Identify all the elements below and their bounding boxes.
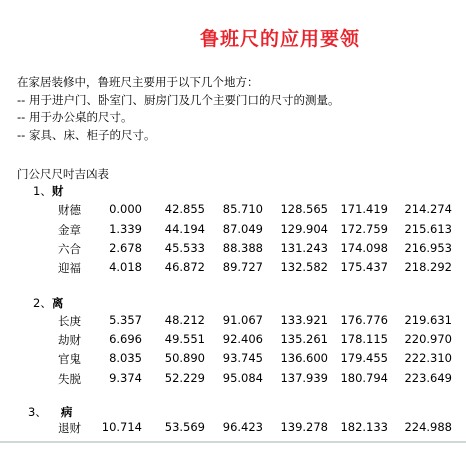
row-value: 93.745 xyxy=(222,351,263,365)
row-value: 182.133 xyxy=(340,420,388,434)
row-value: 0.000 xyxy=(109,202,142,216)
table-row xyxy=(0,351,466,370)
row-value: 133.921 xyxy=(280,313,328,327)
intro-paragraph xyxy=(17,74,339,144)
table-row xyxy=(0,202,466,221)
row-value: 9.374 xyxy=(109,371,142,385)
row-value: 85.710 xyxy=(222,202,263,216)
row-value: 42.855 xyxy=(164,202,205,216)
intro-line: -- 用于进户门、卧室门、厨房门及几个主要门口的尺寸的测量。 xyxy=(17,92,340,107)
row-value: 45.533 xyxy=(164,241,205,255)
section-number: 1、 xyxy=(33,184,52,198)
intro-line: -- 用于办公桌的尺寸。 xyxy=(17,110,133,124)
row-value: 176.776 xyxy=(340,313,388,327)
row-value: 219.631 xyxy=(404,313,452,327)
section-heading xyxy=(33,183,63,199)
page-title: 鲁班尺的应用要领 xyxy=(199,28,360,50)
row-value: 136.600 xyxy=(280,351,328,365)
table-row xyxy=(0,222,466,241)
row-value: 2.678 xyxy=(109,241,142,255)
row-value: 10.714 xyxy=(101,420,142,434)
row-value: 137.939 xyxy=(280,371,328,385)
section-heading xyxy=(28,404,72,420)
row-value: 48.212 xyxy=(164,313,205,327)
table-title: 门公尺尺吋吉凶表 xyxy=(17,167,109,181)
row-value: 50.890 xyxy=(164,351,205,365)
table-row xyxy=(0,332,466,351)
section-name: 财 xyxy=(51,184,64,198)
section-number: 3、 xyxy=(28,405,47,419)
row-label: 劫财 xyxy=(58,333,81,347)
row-value: 214.274 xyxy=(404,202,452,216)
table-row xyxy=(0,313,466,332)
row-value: 5.357 xyxy=(109,313,142,327)
row-value: 222.310 xyxy=(404,351,452,365)
row-value: 132.582 xyxy=(280,260,328,274)
row-value: 139.278 xyxy=(280,420,328,434)
row-value: 8.035 xyxy=(109,351,142,365)
row-value: 49.551 xyxy=(164,332,205,346)
row-value: 46.872 xyxy=(164,260,205,274)
section-name: 离 xyxy=(51,296,64,310)
table-row xyxy=(0,241,466,260)
intro-line: 在家居装修中，鲁班尺主要用于以下几个地方： xyxy=(17,75,259,89)
row-value: 89.727 xyxy=(222,260,263,274)
row-label: 退财 xyxy=(58,421,81,435)
row-value: 87.049 xyxy=(222,222,263,236)
row-value: 179.455 xyxy=(340,351,388,365)
section-heading xyxy=(33,295,63,311)
row-label: 迎福 xyxy=(58,261,81,275)
row-value: 88.388 xyxy=(222,241,263,255)
row-label: 失脱 xyxy=(58,372,81,386)
row-label: 六合 xyxy=(58,242,81,256)
row-value: 172.759 xyxy=(340,222,388,236)
row-value: 223.649 xyxy=(404,371,452,385)
row-value: 44.194 xyxy=(164,222,205,236)
row-label: 官鬼 xyxy=(58,352,81,366)
row-value: 216.953 xyxy=(404,241,452,255)
table-row xyxy=(0,371,466,390)
row-label: 金章 xyxy=(58,223,81,237)
row-value: 52.229 xyxy=(164,371,205,385)
row-value: 220.970 xyxy=(404,332,452,346)
row-label: 财德 xyxy=(58,203,81,217)
row-value: 175.437 xyxy=(340,260,388,274)
row-value: 96.423 xyxy=(222,420,263,434)
row-value: 6.696 xyxy=(109,332,142,346)
row-value: 180.794 xyxy=(340,371,388,385)
row-value: 91.067 xyxy=(222,313,263,327)
row-value: 92.406 xyxy=(222,332,263,346)
row-value: 131.243 xyxy=(280,241,328,255)
table-row xyxy=(0,260,466,279)
row-value: 128.565 xyxy=(280,202,328,216)
row-value: 1.339 xyxy=(109,222,142,236)
bottom-divider xyxy=(0,441,466,443)
section-name: 病 xyxy=(56,405,73,419)
row-value: 215.613 xyxy=(404,222,452,236)
row-value: 135.261 xyxy=(280,332,328,346)
section-number: 2、 xyxy=(33,296,52,310)
row-value: 129.904 xyxy=(280,222,328,236)
table-row xyxy=(0,420,466,439)
row-value: 178.115 xyxy=(340,332,388,346)
row-value: 218.292 xyxy=(404,260,452,274)
row-value: 171.419 xyxy=(340,202,388,216)
row-value: 53.569 xyxy=(164,420,205,434)
row-label: 长庚 xyxy=(58,314,81,328)
intro-line: -- 家具、床、柜子的尺寸。 xyxy=(17,127,156,142)
row-value: 174.098 xyxy=(340,241,388,255)
row-value: 95.084 xyxy=(222,371,263,385)
row-value: 4.018 xyxy=(109,260,142,274)
row-value: 224.988 xyxy=(404,420,452,434)
